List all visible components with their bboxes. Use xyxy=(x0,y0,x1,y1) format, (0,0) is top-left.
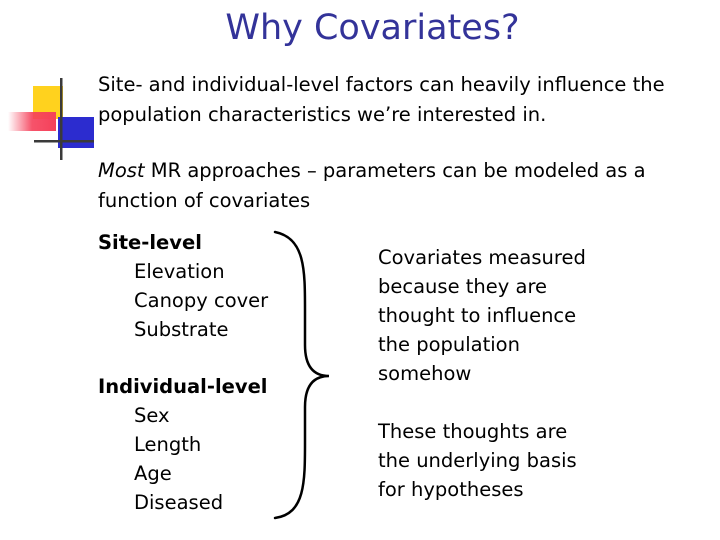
most-emphasis: Most xyxy=(98,159,145,182)
most-line-2: function of covariates xyxy=(98,189,311,212)
note-line: the population xyxy=(378,333,520,356)
note-line: for hypotheses xyxy=(378,478,524,501)
deco-blue-square xyxy=(58,117,94,148)
intro-line-1: Site- and individual-level factors can heavily influence the xyxy=(98,73,665,96)
site-level-item: Substrate xyxy=(134,318,229,341)
deco-vertical-line xyxy=(60,78,63,160)
most-line-1 xyxy=(98,156,646,186)
hypotheses-note xyxy=(378,417,577,504)
site-level-item: Elevation xyxy=(134,260,225,283)
individual-level-list xyxy=(98,372,267,517)
most-line-1-rest: MR approaches – parameters can be modeled as a xyxy=(144,159,646,182)
note-line: Covariates measured xyxy=(378,246,586,269)
deco-horizontal-line xyxy=(34,140,94,143)
note-line: thought to influence xyxy=(378,304,577,327)
individual-level-item: Age xyxy=(134,462,172,485)
individual-level-heading: Individual-level xyxy=(98,375,268,398)
intro-line-2: population characteristics we’re interested in. xyxy=(98,103,547,126)
slide-title: Why Covariates? xyxy=(225,8,520,48)
note-line: the underlying basis xyxy=(378,449,577,472)
note-line: somehow xyxy=(378,362,472,385)
individual-level-item: Length xyxy=(134,433,202,456)
site-level-heading: Site-level xyxy=(98,231,202,254)
deco-red-bar xyxy=(8,112,56,131)
covariates-measured-note xyxy=(378,243,586,388)
site-level-item: Canopy cover xyxy=(134,289,269,312)
note-line: These thoughts are xyxy=(378,420,568,443)
note-line: because they are xyxy=(378,275,548,298)
site-level-list xyxy=(98,228,268,344)
most-paragraph xyxy=(98,156,646,216)
individual-level-item: Sex xyxy=(134,404,170,427)
intro-paragraph xyxy=(98,70,665,130)
individual-level-item: Diseased xyxy=(134,491,224,514)
right-curly-brace xyxy=(265,230,345,520)
